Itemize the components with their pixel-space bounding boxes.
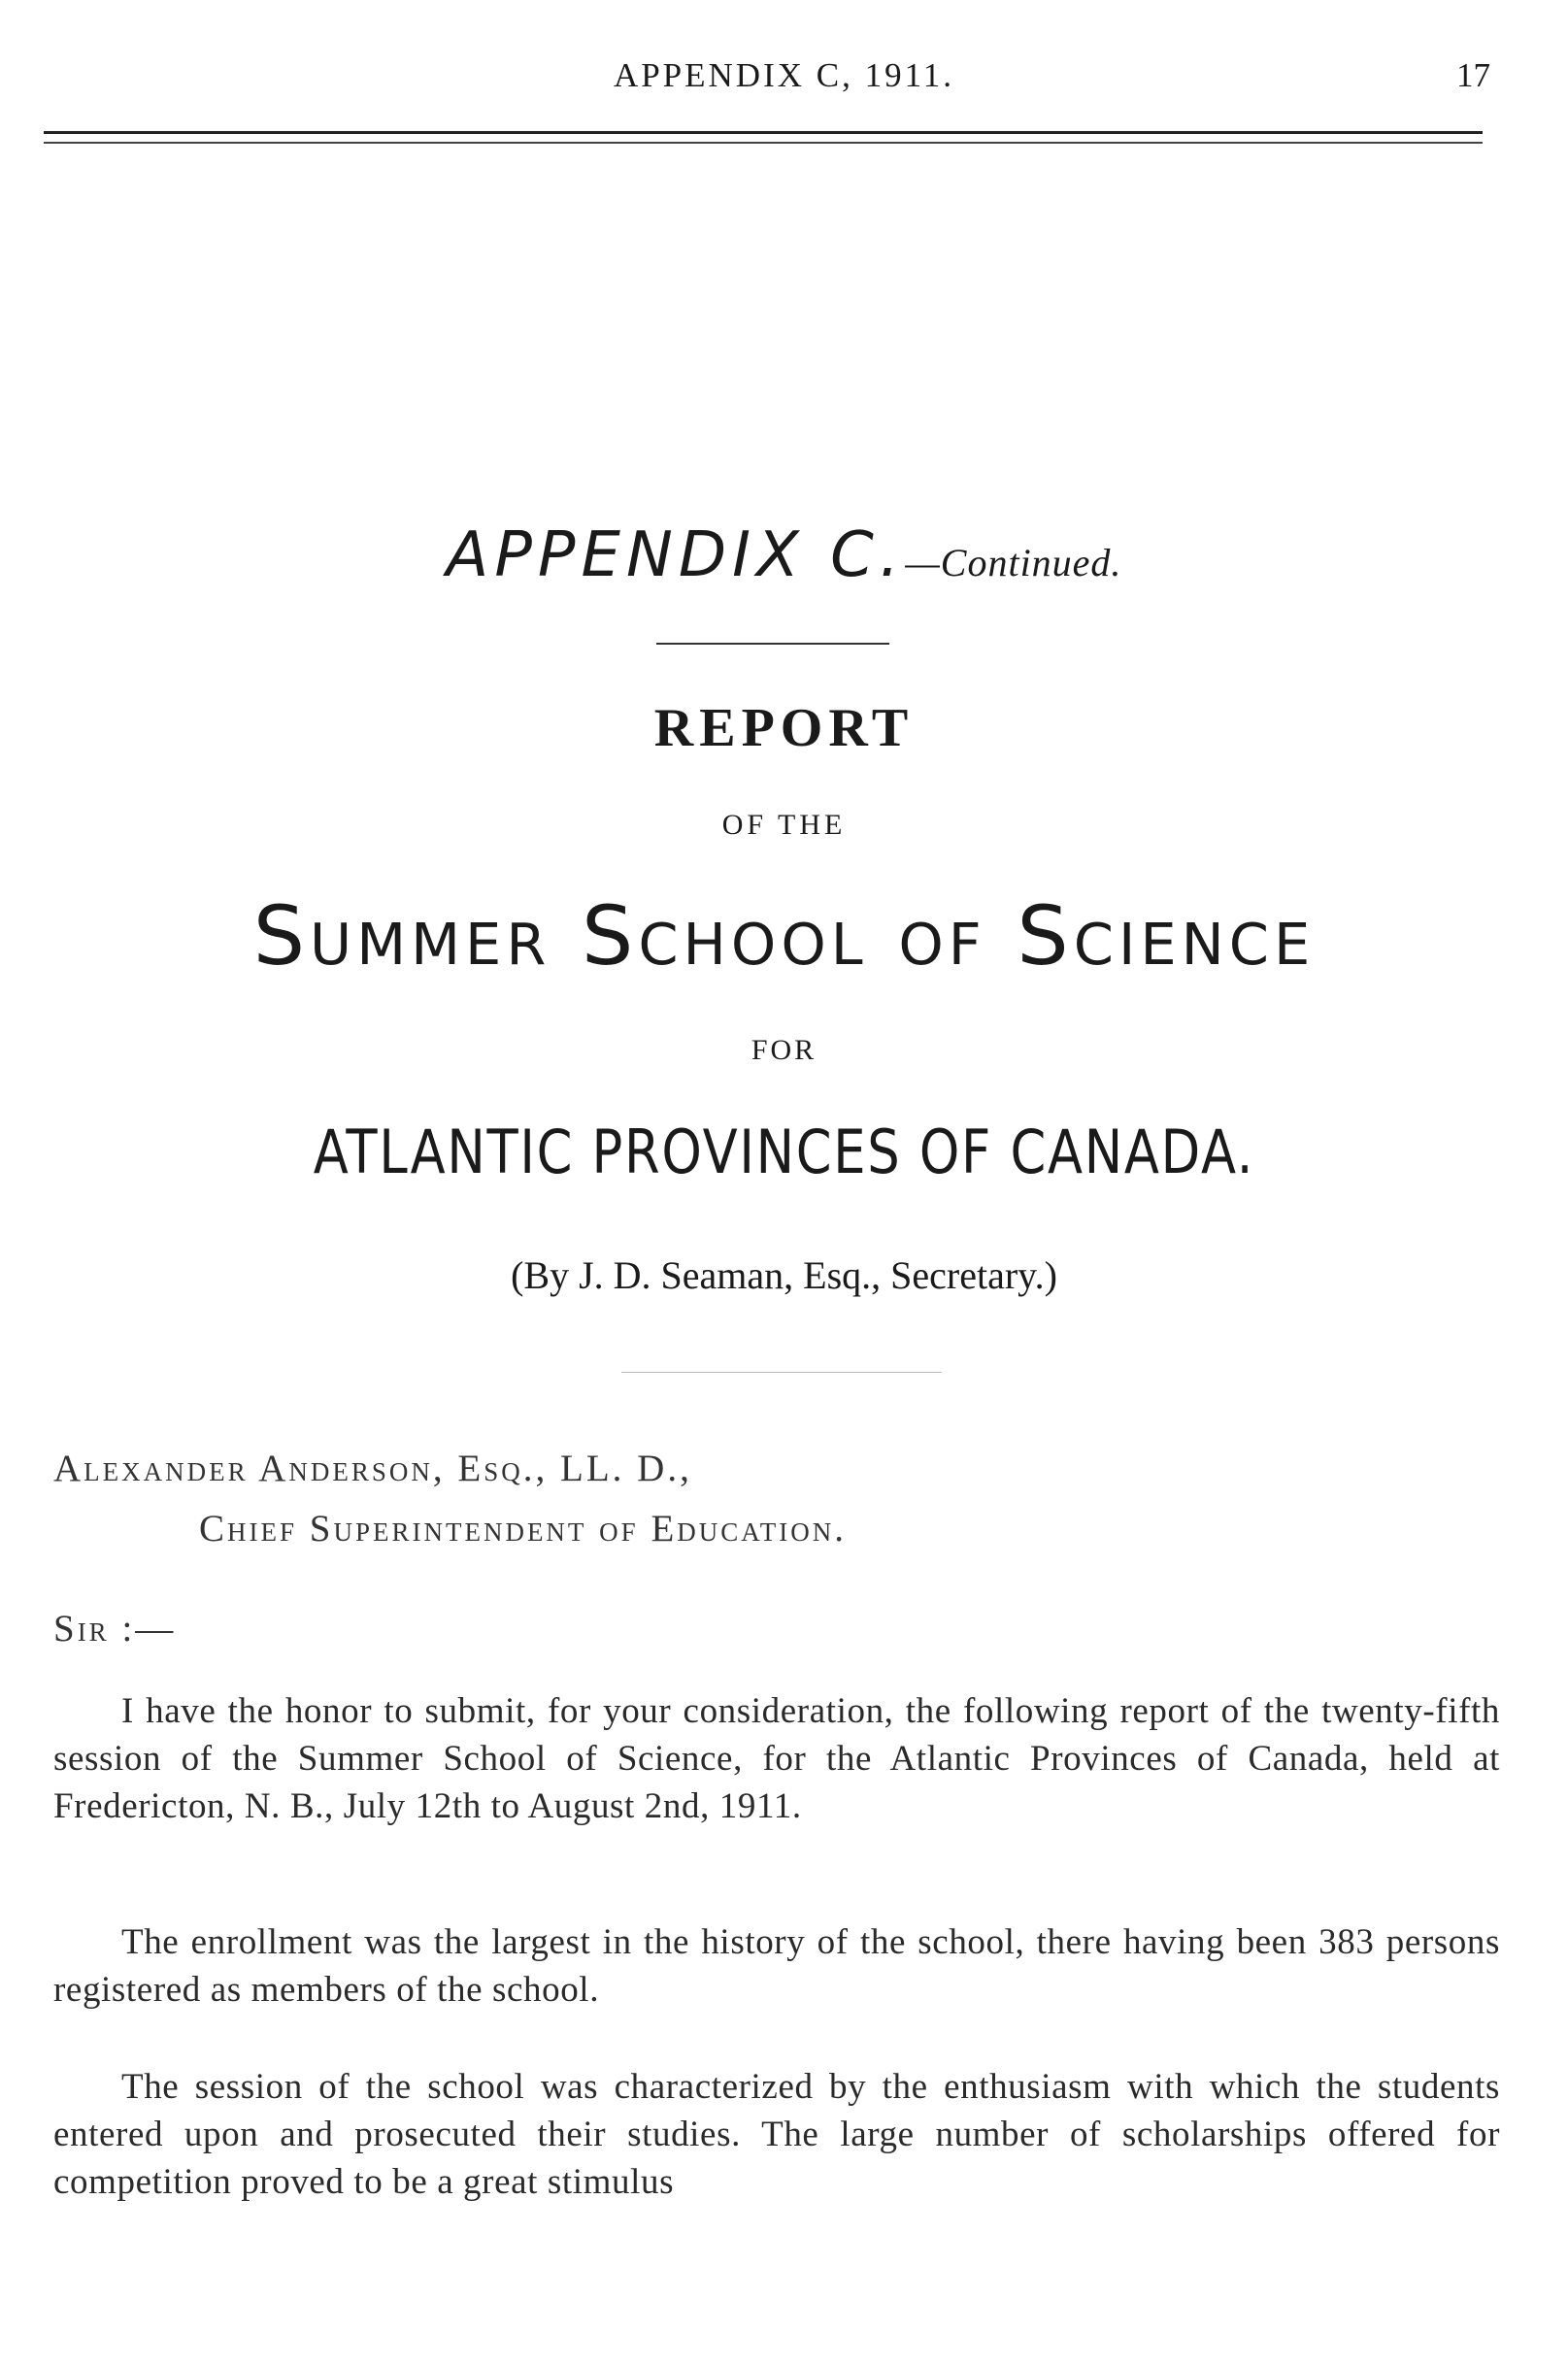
salutation: Sir :— [53,1608,177,1650]
provinces-title: ATLANTIC PROVINCES OF CANADA. [313,1116,1255,1187]
running-head [0,56,1568,115]
byline: (By J. D. Seaman, Esq., Secretary.) [511,1253,1057,1297]
running-title: APPENDIX C, 1911. [613,56,955,94]
addressee-name: Alexander Anderson, Esq., LL. D., [53,1448,692,1489]
paragraph [53,1918,1500,2014]
paragraph [53,2063,1500,2206]
paragraph-text: The enrollment was the largest in the history of the school, there having been 383 persons registered as members of the school. [53,1922,1500,2010]
section-divider [621,1372,942,1373]
continued-label: —Continued. [905,541,1122,584]
paragraph [53,1687,1500,1830]
paragraph-text: I have the honor to submit, for your consideration, the following report of the twenty-fifth session of the Summer School of Science, for the Atlantic Provinces of Canada, held at Fredericton, N. B., July 12th to August 2nd, 1911. [53,1691,1500,1826]
appendix-heading [0,519,1568,591]
heading-divider [656,643,889,645]
for-label: FOR [751,1034,817,1066]
school-name: Summer School of Science [252,888,1316,983]
appendix-label: APPENDIX C. [446,519,906,591]
addressee-title: Chief Superintendent of Education. [199,1508,848,1550]
of-the-label: OF THE [721,809,847,841]
header-rule-secondary [44,142,1483,144]
header-rule [44,131,1483,134]
page-number: 17 [1456,56,1490,94]
paragraph-text: The session of the school was characterized by the enthusiasm with which the students entered upon and prosecuted their studies. The large number of scholarships offered for competition proved to be a great stimulus [53,2067,1500,2202]
report-title: REPORT [653,698,915,758]
